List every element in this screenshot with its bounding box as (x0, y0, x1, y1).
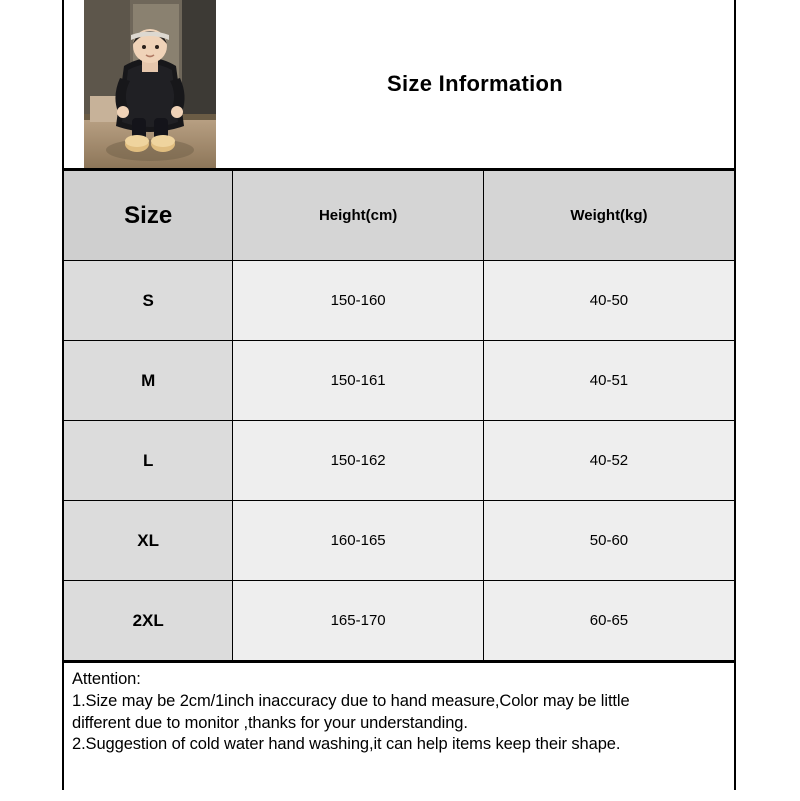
table-row (64, 341, 734, 421)
chart-title: Size Information (387, 71, 563, 96)
column-header-weight: Weight(kg) (483, 171, 734, 261)
cell-size: 2XL (64, 581, 233, 661)
cell-weight: 40-50 (483, 261, 734, 341)
attention-line-1: 1.Size may be 2cm/1inch inaccuracy due to hand measure,Color may be little (72, 691, 630, 710)
table-row (64, 501, 734, 581)
column-header-size: Size (64, 171, 233, 261)
cell-size: S (64, 261, 233, 341)
table-header-row (64, 171, 734, 261)
cell-weight: 50-60 (483, 501, 734, 581)
cell-height: 150-161 (233, 341, 484, 421)
attention-block (64, 661, 734, 801)
cell-height: 160-165 (233, 501, 484, 581)
product-photo-illustration (84, 0, 216, 168)
table-row (64, 581, 734, 661)
attention-heading: Attention: (72, 670, 141, 688)
size-chart-frame (62, 0, 736, 790)
attention-line-2: different due to monitor ,thanks for your understanding. (72, 713, 468, 732)
cell-weight: 40-51 (483, 341, 734, 421)
column-header-height: Height(cm) (233, 171, 484, 261)
size-table (64, 170, 734, 661)
cell-weight: 40-52 (483, 421, 734, 501)
attention-line-3: 2.Suggestion of cold water hand washing,it can help items keep their shape. (72, 735, 621, 754)
table-row (64, 261, 734, 341)
cell-size: XL (64, 501, 233, 581)
chart-header (64, 0, 734, 170)
cell-height: 150-162 (233, 421, 484, 501)
cell-height: 165-170 (233, 581, 484, 661)
cell-height: 150-160 (233, 261, 484, 341)
cell-size: L (64, 421, 233, 501)
cell-size: M (64, 341, 233, 421)
cell-weight: 60-65 (483, 581, 734, 661)
table-row (64, 421, 734, 501)
product-photo (84, 0, 216, 168)
